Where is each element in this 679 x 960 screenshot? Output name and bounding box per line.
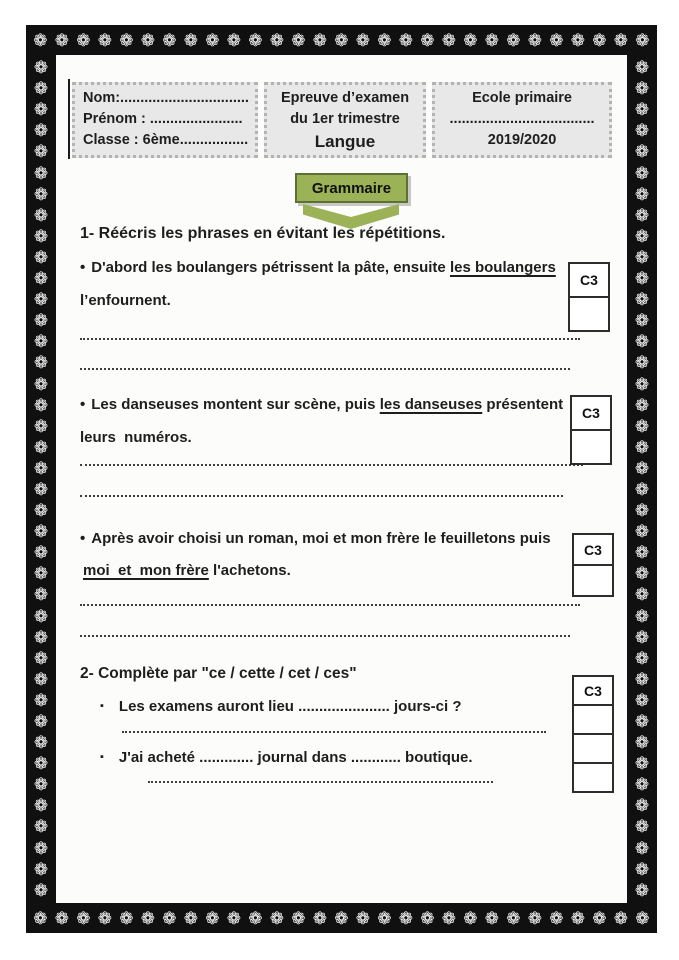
florette-icon: ❁ bbox=[33, 796, 49, 816]
florette-icon: ❁ bbox=[140, 908, 155, 928]
florette-icon: ❁ bbox=[634, 290, 650, 310]
florette-icon: ❁ bbox=[33, 184, 49, 204]
florette-icon: ❁ bbox=[634, 226, 650, 246]
answer-line bbox=[122, 729, 546, 733]
florette-icon: ❁ bbox=[398, 30, 413, 50]
florette-icon: ❁ bbox=[634, 606, 650, 626]
florette-icon: ❁ bbox=[634, 58, 650, 78]
florette-icon: ❁ bbox=[634, 416, 650, 436]
florette-icon: ❁ bbox=[226, 908, 241, 928]
answer-line bbox=[80, 602, 580, 606]
frame-top-border bbox=[26, 25, 657, 55]
florette-icon: ❁ bbox=[527, 30, 542, 50]
score-box bbox=[572, 675, 614, 793]
florette-icon: ❁ bbox=[634, 458, 650, 478]
bullet-icon: • bbox=[80, 396, 86, 413]
firstname-field: Prénom : ....................... bbox=[83, 111, 243, 127]
florette-icon: ❁ bbox=[33, 353, 49, 373]
florette-icon: ❁ bbox=[355, 908, 370, 928]
exam-header bbox=[72, 82, 612, 158]
florette-icon: ❁ bbox=[613, 908, 628, 928]
score-empty-cell bbox=[570, 296, 608, 330]
florette-icon: ❁ bbox=[570, 908, 585, 928]
score-box bbox=[570, 395, 612, 465]
florette-icon: ❁ bbox=[527, 908, 542, 928]
florette-icon: ❁ bbox=[248, 908, 263, 928]
florette-icon: ❁ bbox=[33, 648, 49, 668]
florette-icon: ❁ bbox=[33, 395, 49, 415]
florette-icon: ❁ bbox=[269, 30, 284, 50]
florette-icon: ❁ bbox=[634, 543, 650, 563]
florette-icon: ❁ bbox=[33, 311, 49, 331]
score-label: C3 bbox=[582, 405, 600, 421]
florette-icon: ❁ bbox=[33, 290, 49, 310]
florette-icon: ❁ bbox=[506, 908, 521, 928]
florette-icon: ❁ bbox=[634, 627, 650, 647]
florette-icon: ❁ bbox=[162, 908, 177, 928]
square-bullet-icon: ▪ bbox=[100, 751, 104, 763]
florette-icon: ❁ bbox=[33, 522, 49, 542]
florette-icon: ❁ bbox=[634, 712, 650, 731]
exercise1-item2-line1 bbox=[80, 396, 563, 413]
florette-icon: ❁ bbox=[334, 908, 349, 928]
bullet-icon: • bbox=[80, 259, 86, 276]
paper bbox=[56, 55, 627, 903]
florette-icon: ❁ bbox=[33, 859, 49, 879]
florette-icon: ❁ bbox=[549, 908, 564, 928]
florette-icon: ❁ bbox=[484, 908, 499, 928]
florette-icon: ❁ bbox=[634, 775, 650, 795]
exam-subject: Langue bbox=[314, 132, 376, 151]
student-info-box bbox=[72, 82, 258, 158]
florette-icon: ❁ bbox=[54, 30, 69, 50]
exam-title-box bbox=[264, 82, 426, 158]
florette-icon: ❁ bbox=[291, 908, 306, 928]
florette-icon: ❁ bbox=[33, 733, 49, 753]
florette-icon: ❁ bbox=[634, 796, 650, 816]
school-label: Ecole primaire bbox=[472, 90, 572, 106]
florette-icon: ❁ bbox=[634, 374, 650, 394]
fill-in-sentence: J'ai acheté ............. journal dans ............ boutique. bbox=[118, 749, 473, 766]
florette-icon: ❁ bbox=[592, 30, 607, 50]
florette-icon: ❁ bbox=[634, 880, 650, 900]
exam-title-line2: du 1er trimestre bbox=[290, 111, 400, 127]
florette-icon: ❁ bbox=[634, 311, 650, 331]
florette-icon: ❁ bbox=[33, 838, 49, 858]
exercise1-title: 1- Réécris les phrases en évitant les répétitions. bbox=[80, 225, 446, 242]
florette-icon: ❁ bbox=[634, 690, 650, 710]
florette-icon: ❁ bbox=[248, 30, 263, 50]
florette-icon: ❁ bbox=[33, 817, 49, 837]
florette-icon: ❁ bbox=[634, 353, 650, 373]
score-label: C3 bbox=[580, 272, 598, 288]
florette-icon: ❁ bbox=[140, 30, 155, 50]
score-label: C3 bbox=[584, 541, 602, 558]
score-empty-cell bbox=[572, 429, 610, 463]
florette-icon: ❁ bbox=[33, 712, 49, 731]
florette-icon: ❁ bbox=[570, 30, 585, 50]
florette-icon: ❁ bbox=[634, 332, 650, 352]
section-badge-label: Grammaire bbox=[311, 179, 392, 197]
florette-icon: ❁ bbox=[355, 30, 370, 50]
exam-title-line1: Epreuve d’examen bbox=[280, 90, 410, 106]
florette-icon: ❁ bbox=[312, 908, 327, 928]
exercise1-item3-line1 bbox=[80, 530, 551, 547]
florette-icon: ❁ bbox=[634, 838, 650, 858]
bullet-icon: • bbox=[80, 530, 86, 547]
score-empty-cell bbox=[574, 564, 612, 595]
answer-line bbox=[80, 462, 583, 466]
florette-icon: ❁ bbox=[205, 30, 220, 50]
florette-icon: ❁ bbox=[420, 908, 435, 928]
florette-icon: ❁ bbox=[634, 754, 650, 774]
school-box bbox=[432, 82, 612, 158]
florette-icon: ❁ bbox=[634, 142, 650, 162]
exercise1-item1-line2: l’enfournent. bbox=[80, 292, 171, 309]
frame-left-border bbox=[26, 55, 56, 903]
florette-icon: ❁ bbox=[634, 479, 650, 499]
florette-icon: ❁ bbox=[33, 775, 49, 795]
florette-icon: ❁ bbox=[33, 479, 49, 499]
florette-icon: ❁ bbox=[33, 880, 49, 900]
florette-icon: ❁ bbox=[463, 30, 478, 50]
florette-icon: ❁ bbox=[33, 332, 49, 352]
florette-icon: ❁ bbox=[634, 269, 650, 289]
florette-icon: ❁ bbox=[33, 627, 49, 647]
header-left-rule bbox=[68, 79, 70, 159]
florette-icon: ❁ bbox=[634, 817, 650, 837]
repeated-words-underlined: moi et mon frère bbox=[83, 562, 209, 579]
florette-icon: ❁ bbox=[334, 30, 349, 50]
florette-icon: ❁ bbox=[441, 908, 456, 928]
sentence-text: D'abord les boulangers pétrissent la pâte, ensuite bbox=[91, 259, 450, 276]
florette-icon: ❁ bbox=[549, 30, 564, 50]
florette-icon: ❁ bbox=[312, 30, 327, 50]
answer-line bbox=[80, 366, 570, 370]
score-empty-cell bbox=[574, 762, 612, 791]
florette-icon: ❁ bbox=[33, 79, 49, 99]
repeated-words-underlined: les danseuses bbox=[379, 396, 483, 413]
florette-icon: ❁ bbox=[592, 908, 607, 928]
square-bullet-icon: ▪ bbox=[100, 700, 104, 712]
florette-icon: ❁ bbox=[33, 247, 49, 267]
sentence-text: Après avoir choisi un roman, moi et mon frère le feuilletons puis bbox=[91, 530, 551, 547]
name-field: Nom:................................ bbox=[83, 90, 249, 106]
exercise1-item3-line2 bbox=[83, 562, 291, 579]
exercise2-item1 bbox=[100, 698, 462, 715]
florette-icon: ❁ bbox=[33, 142, 49, 162]
florette-icon: ❁ bbox=[634, 163, 650, 183]
florette-icon: ❁ bbox=[441, 30, 456, 50]
florette-icon: ❁ bbox=[634, 79, 650, 99]
florette-icon: ❁ bbox=[119, 908, 134, 928]
decorative-flower-frame bbox=[26, 25, 657, 933]
exercise1-item1-line1 bbox=[80, 259, 556, 276]
florette-icon: ❁ bbox=[33, 669, 49, 689]
florette-icon: ❁ bbox=[634, 585, 650, 605]
fill-in-sentence: Les examens auront lieu ...................... jours-ci ? bbox=[118, 698, 462, 715]
florette-icon: ❁ bbox=[97, 908, 112, 928]
florette-icon: ❁ bbox=[484, 30, 499, 50]
florette-icon: ❁ bbox=[634, 648, 650, 668]
frame-right-border bbox=[627, 55, 657, 903]
florette-icon: ❁ bbox=[33, 269, 49, 289]
answer-line bbox=[80, 633, 570, 637]
florette-icon: ❁ bbox=[33, 437, 49, 457]
florette-icon: ❁ bbox=[33, 121, 49, 141]
florette-icon: ❁ bbox=[33, 416, 49, 436]
answer-line bbox=[80, 336, 580, 340]
exercise1-item2-line2: leurs numéros. bbox=[80, 429, 192, 446]
score-box bbox=[572, 533, 614, 597]
score-box bbox=[568, 262, 610, 332]
florette-icon: ❁ bbox=[33, 458, 49, 478]
section-badge bbox=[295, 173, 408, 203]
florette-icon: ❁ bbox=[76, 908, 91, 928]
florette-icon: ❁ bbox=[634, 121, 650, 141]
florette-icon: ❁ bbox=[33, 690, 49, 710]
florette-icon: ❁ bbox=[269, 908, 284, 928]
florette-icon: ❁ bbox=[54, 908, 69, 928]
sentence-text: Les danseuses montent sur scène, puis bbox=[91, 396, 380, 413]
florette-icon: ❁ bbox=[634, 501, 650, 521]
florette-icon: ❁ bbox=[291, 30, 306, 50]
school-year: 2019/2020 bbox=[487, 132, 557, 148]
florette-icon: ❁ bbox=[33, 564, 49, 584]
florette-icon: ❁ bbox=[377, 908, 392, 928]
florette-icon: ❁ bbox=[33, 100, 49, 120]
florette-icon: ❁ bbox=[226, 30, 241, 50]
florette-icon: ❁ bbox=[97, 30, 112, 50]
florette-icon: ❁ bbox=[33, 543, 49, 563]
florette-icon: ❁ bbox=[183, 30, 198, 50]
florette-icon: ❁ bbox=[33, 501, 49, 521]
florette-icon: ❁ bbox=[119, 30, 134, 50]
score-empty-cell bbox=[574, 704, 612, 733]
florette-icon: ❁ bbox=[33, 754, 49, 774]
florette-icon: ❁ bbox=[634, 205, 650, 225]
florette-icon: ❁ bbox=[33, 163, 49, 183]
florette-icon: ❁ bbox=[634, 100, 650, 120]
sentence-text: présentent bbox=[482, 396, 564, 413]
florette-icon: ❁ bbox=[33, 374, 49, 394]
school-name-blank: .................................... bbox=[449, 111, 595, 127]
florette-icon: ❁ bbox=[398, 908, 413, 928]
score-label: C3 bbox=[584, 682, 602, 699]
exercise2-title: 2- Complète par "ce / cette / cet / ces" bbox=[80, 665, 357, 682]
florette-icon: ❁ bbox=[33, 226, 49, 246]
florette-icon: ❁ bbox=[613, 30, 628, 50]
florette-icon: ❁ bbox=[634, 247, 650, 267]
florette-icon: ❁ bbox=[205, 908, 220, 928]
score-empty-cell bbox=[574, 733, 612, 762]
answer-line bbox=[80, 493, 563, 497]
florette-icon: ❁ bbox=[33, 908, 48, 928]
florette-icon: ❁ bbox=[634, 733, 650, 753]
florette-icon: ❁ bbox=[33, 606, 49, 626]
florette-icon: ❁ bbox=[33, 58, 49, 78]
florette-icon: ❁ bbox=[634, 437, 650, 457]
florette-icon: ❁ bbox=[634, 184, 650, 204]
florette-icon: ❁ bbox=[634, 522, 650, 542]
florette-icon: ❁ bbox=[634, 395, 650, 415]
florette-icon: ❁ bbox=[635, 908, 650, 928]
answer-line bbox=[148, 779, 493, 783]
exercise2-item2 bbox=[100, 749, 473, 766]
florette-icon: ❁ bbox=[377, 30, 392, 50]
florette-icon: ❁ bbox=[33, 30, 48, 50]
florette-icon: ❁ bbox=[463, 908, 478, 928]
florette-icon: ❁ bbox=[162, 30, 177, 50]
florette-icon: ❁ bbox=[634, 859, 650, 879]
sentence-text: l'achetons. bbox=[208, 562, 291, 579]
florette-icon: ❁ bbox=[634, 669, 650, 689]
florette-icon: ❁ bbox=[420, 30, 435, 50]
frame-bottom-border bbox=[26, 903, 657, 933]
florette-icon: ❁ bbox=[506, 30, 521, 50]
florette-icon: ❁ bbox=[76, 30, 91, 50]
florette-icon: ❁ bbox=[635, 30, 650, 50]
florette-icon: ❁ bbox=[183, 908, 198, 928]
repeated-words-underlined: les boulangers bbox=[449, 259, 556, 276]
class-field: Classe : 6ème................. bbox=[83, 132, 249, 148]
florette-icon: ❁ bbox=[634, 564, 650, 584]
florette-icon: ❁ bbox=[33, 205, 49, 225]
florette-icon: ❁ bbox=[33, 585, 49, 605]
